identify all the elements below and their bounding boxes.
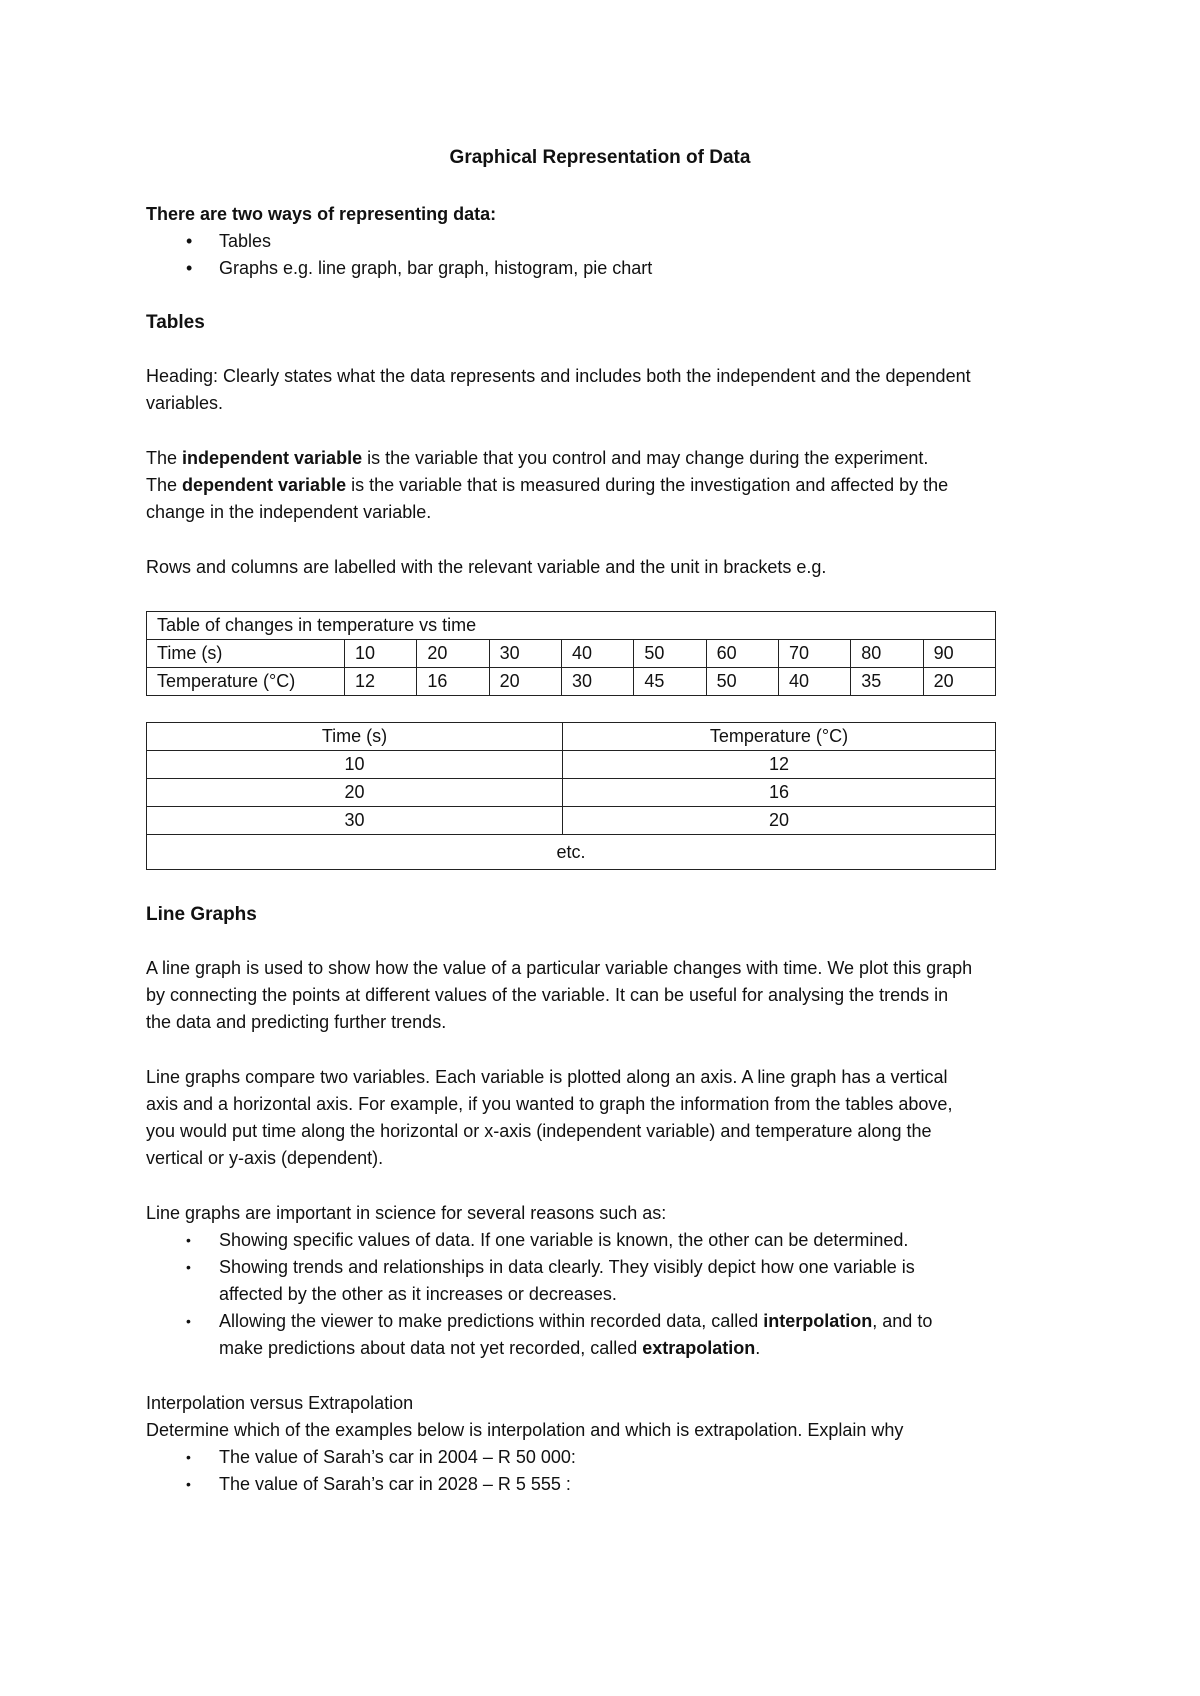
table-cell: 20	[489, 668, 561, 696]
reasons-intro: Line graphs are important in science for several reasons such as:	[146, 1203, 667, 1223]
bullet-icon: •	[186, 1313, 191, 1329]
time-label-cell: Time (s)	[147, 640, 345, 668]
table-row	[147, 668, 996, 696]
table-cell: 30	[489, 640, 561, 668]
intro-heading: There are two ways of representing data:	[146, 204, 497, 224]
table-row	[147, 835, 996, 870]
variables-paragraph	[146, 445, 976, 526]
table-cell: 40	[778, 668, 850, 696]
bullet-icon: •	[186, 1476, 191, 1492]
table-cell: 12	[345, 668, 417, 696]
tables-heading: Tables	[146, 312, 205, 333]
table-cell: 35	[851, 668, 923, 696]
bullet-icon: •	[186, 231, 193, 251]
table-header-cell: Temperature (°C)	[563, 723, 996, 751]
table-cell: 50	[706, 668, 778, 696]
list-item: • The value of Sarah’s car in 2004 – R 50 000:	[146, 1444, 576, 1471]
table-cell: 10	[345, 640, 417, 668]
table-cell: 50	[634, 640, 706, 668]
table-footer-cell: etc.	[147, 835, 996, 870]
list-item: • Graphs e.g. line graph, bar graph, histogram, pie chart	[146, 255, 652, 282]
intro-list	[146, 228, 652, 282]
table-cell: 90	[923, 640, 995, 668]
temperature-label-cell: Temperature (°C)	[147, 668, 345, 696]
table-cell: 80	[851, 640, 923, 668]
line-graphs-heading: Line Graphs	[146, 904, 257, 925]
interpolation-term: interpolation	[763, 1311, 873, 1331]
independent-term: independent variable	[182, 448, 363, 468]
table-cell: 10	[147, 751, 563, 779]
list-item: • Showing specific values of data. If one variable is known, the other can be determined.	[146, 1227, 979, 1254]
table-row	[147, 640, 996, 668]
reasons-list	[146, 1227, 979, 1362]
interp-list	[146, 1444, 576, 1498]
page-title: Graphical Representation of Data	[449, 147, 751, 168]
dependent-line: The dependent variable is the variable that is measured during the investigation and affected by the change in the independent variable.	[146, 475, 949, 522]
interp-instruction: Determine which of the examples below is interpolation and which is extrapolation. Explain why	[146, 1420, 904, 1440]
table-cell: 20	[923, 668, 995, 696]
table-cell: 12	[563, 751, 996, 779]
list-item: • Allowing the viewer to make predictions within recorded data, called interpolation, and to make predictions about data not yet recorded, called extrapolation.	[146, 1308, 979, 1362]
bullet-icon: •	[186, 1259, 191, 1275]
extrapolation-term: extrapolation	[642, 1338, 756, 1358]
table-cell: 20	[417, 640, 489, 668]
horizontal-data-table	[146, 611, 996, 696]
table-cell: 20	[563, 807, 996, 835]
line-graphs-paragraph-1: A line graph is used to show how the value of a particular variable changes with time. We plot this graph by connecting the points at different values of the variable. It can be useful for analysing the trends in the data and predicting further trends.	[146, 958, 973, 1032]
list-item: • Showing trends and relationships in data clearly. They visibly depict how one variable is affected by the other as it increases or decreases.	[146, 1254, 979, 1308]
table-row	[147, 612, 996, 640]
interp-heading: Interpolation versus Extrapolation	[146, 1393, 414, 1413]
table-cell: 30	[561, 668, 633, 696]
table-cell: 40	[561, 640, 633, 668]
table-cell: 16	[563, 779, 996, 807]
dependent-term: dependent variable	[182, 475, 347, 495]
list-item: • Tables	[146, 228, 652, 255]
table-row	[147, 751, 996, 779]
table-cell: 45	[634, 668, 706, 696]
vertical-data-table	[146, 722, 996, 870]
bullet-icon: •	[186, 1449, 191, 1465]
table-cell: 70	[778, 640, 850, 668]
table-row	[147, 779, 996, 807]
table-cell: 16	[417, 668, 489, 696]
table-row	[147, 723, 996, 751]
list-item: • The value of Sarah’s car in 2028 – R 5 555 :	[146, 1471, 576, 1498]
bullet-icon: •	[186, 258, 193, 278]
rows-paragraph: Rows and columns are labelled with the relevant variable and the unit in brackets e.g.	[146, 557, 827, 577]
table-header-cell: Time (s)	[147, 723, 563, 751]
tables-heading-paragraph: Heading: Clearly states what the data represents and includes both the independent and the dependent variables.	[146, 366, 971, 413]
table-caption: Table of changes in temperature vs time	[147, 612, 996, 640]
table-cell: 60	[706, 640, 778, 668]
independent-line: The independent variable is the variable that you control and may change during the experiment.	[146, 448, 929, 468]
table-row	[147, 807, 996, 835]
table-cell: 30	[147, 807, 563, 835]
bullet-icon: •	[186, 1232, 191, 1248]
table-cell: 20	[147, 779, 563, 807]
line-graphs-paragraph-2: Line graphs compare two variables. Each variable is plotted along an axis. A line graph has a vertical axis and a horizontal axis. For example, if you wanted to graph the information from the tables above, you would put time along the horizontal or x-axis (independent variable) and temperature along the vertical or y-axis (dependent).	[146, 1067, 953, 1168]
